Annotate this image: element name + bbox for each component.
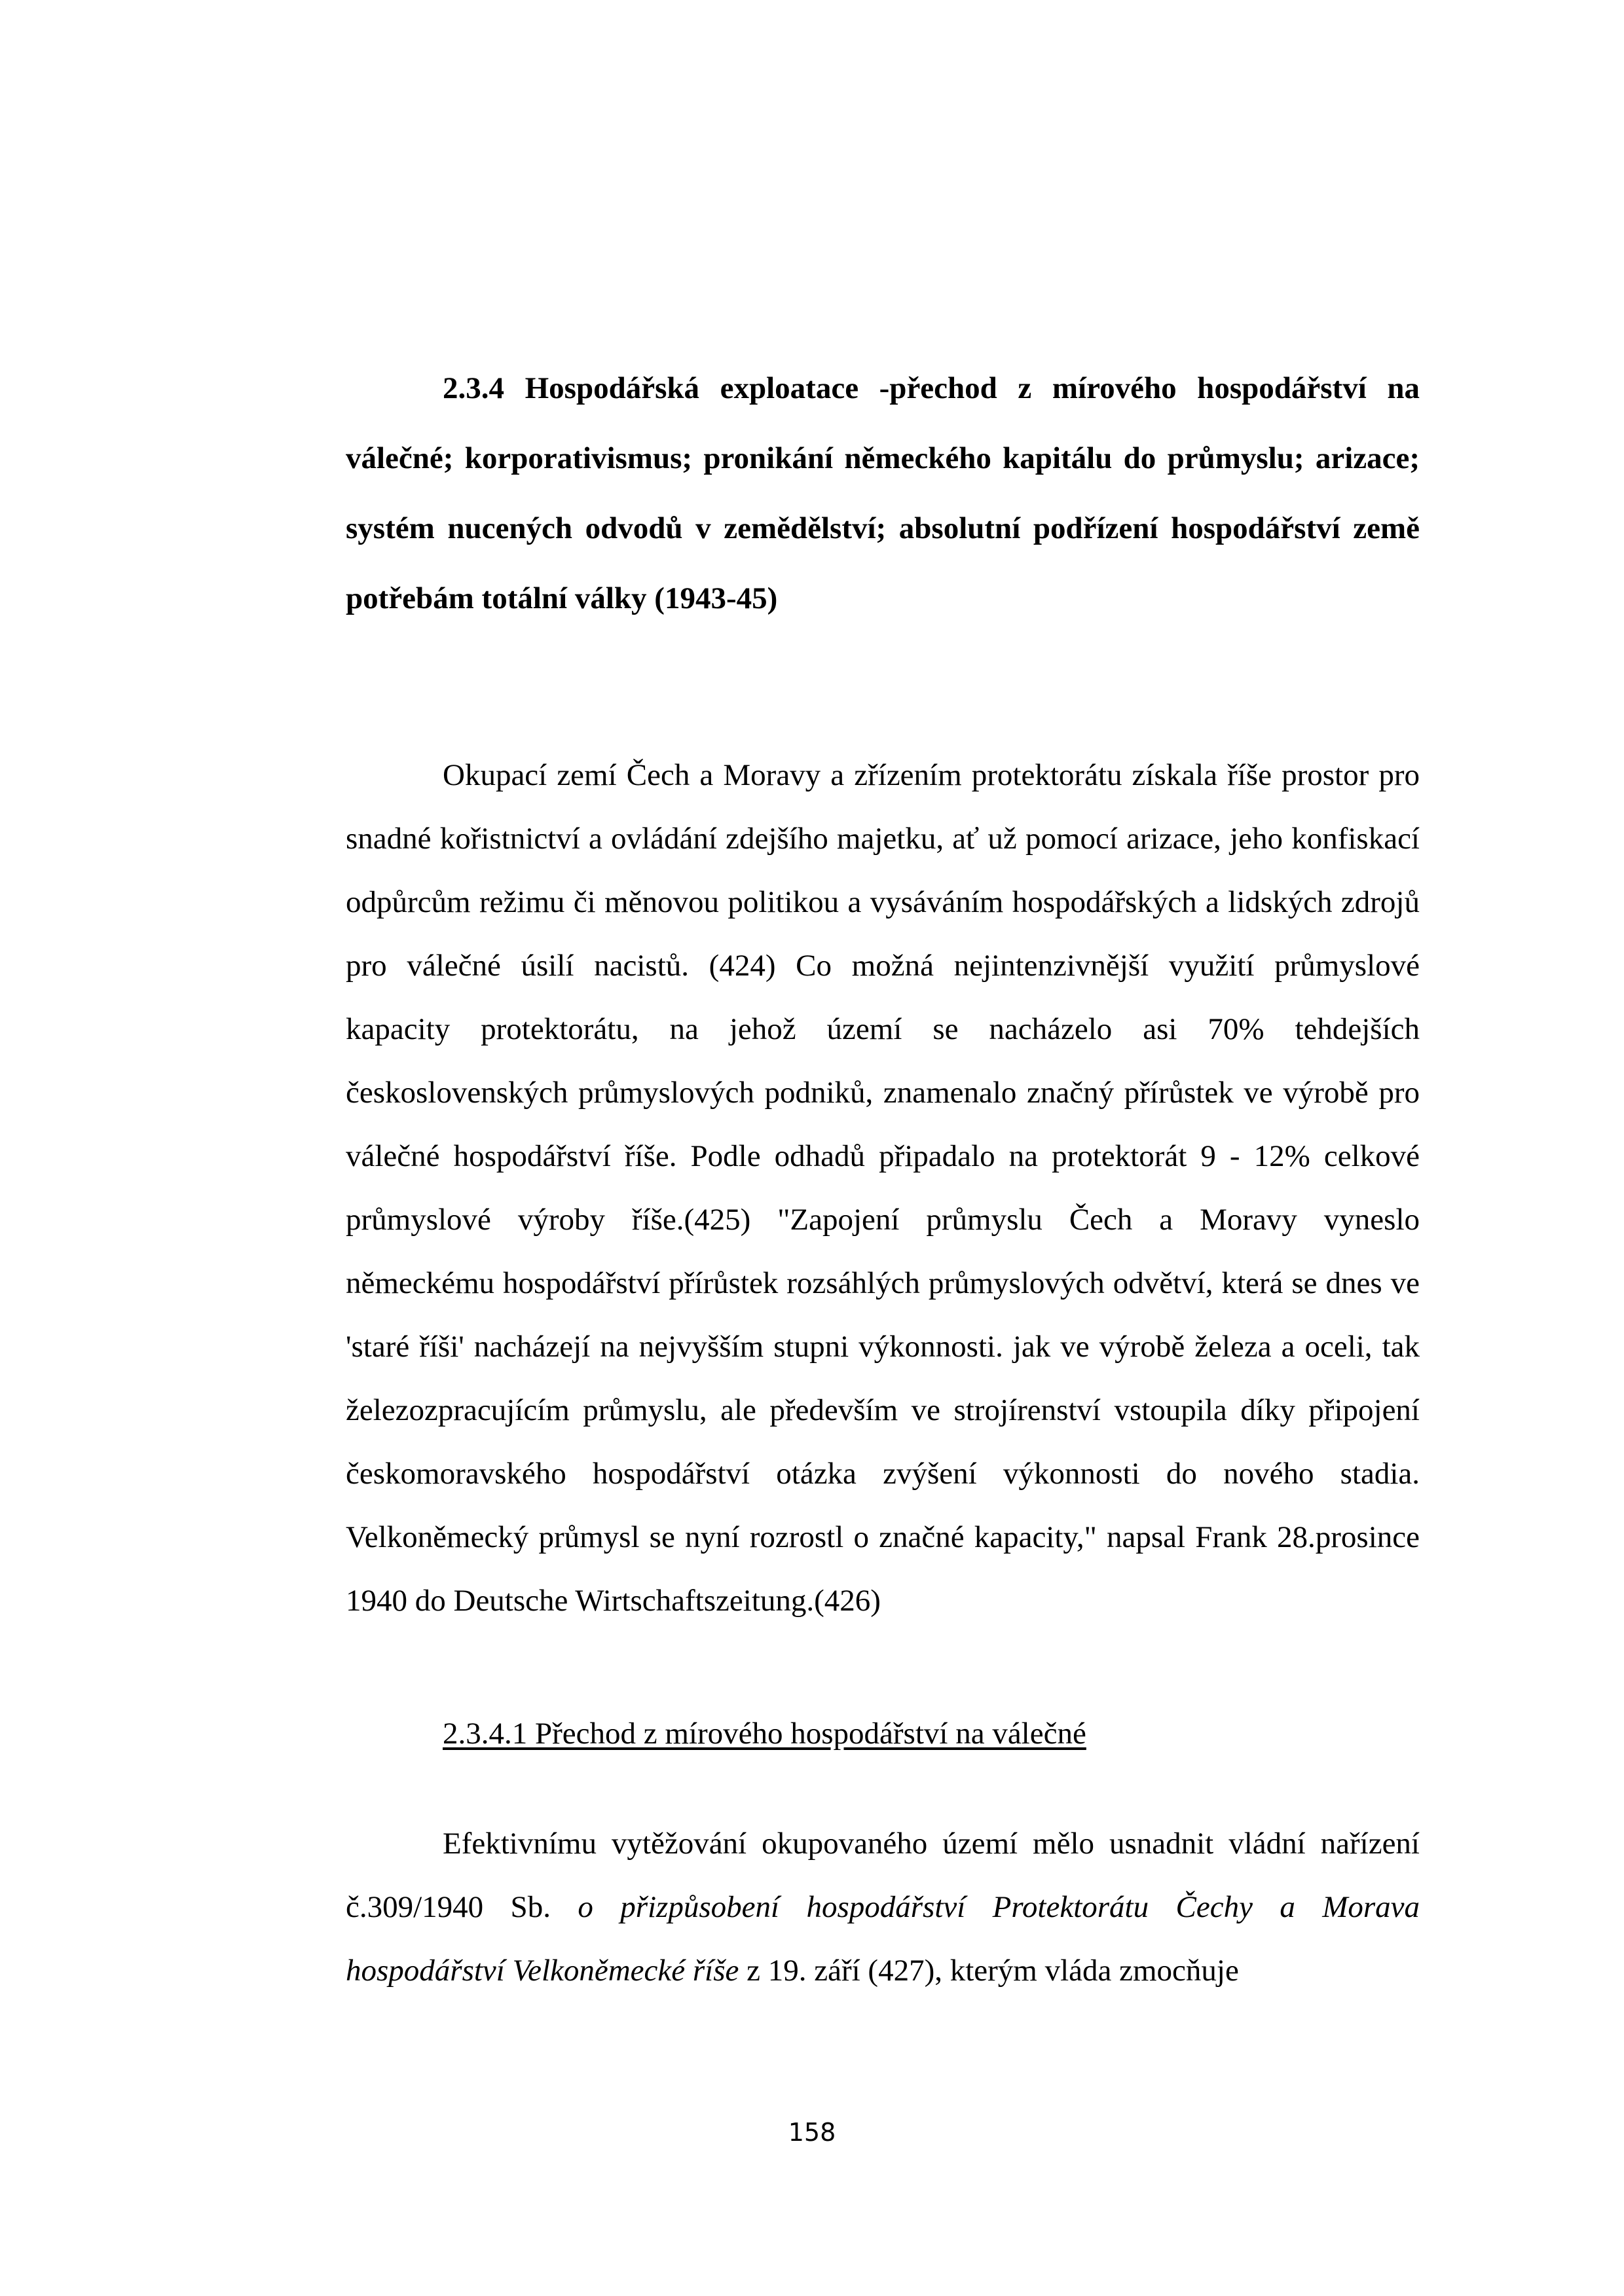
subsection-heading: 2.3.4.1 Přechod z mírového hospodářství na válečné — [443, 1717, 1086, 1751]
paragraph-2-tail-text: z 19. září (427), kterým vláda zmocňuje — [739, 1954, 1239, 1988]
page-number: 158 — [788, 2118, 836, 2147]
paragraph-2-lead-text: Efektivnímu vytěžování okupovaného území mělo usnadnit vládní nařízení č.309/1940 Sb. — [346, 1827, 1420, 1924]
paragraph-2-regulation-title: o přizpůsobení hospodářství Protektorátu Čechy a Morava hospodářství Velkoněmecké říše — [346, 1890, 1420, 1988]
body-paragraph-2 — [346, 1812, 1420, 2003]
body-paragraph-1: Okupací zemí Čech a Moravy a zřízením protektorátu získala říše prostor pro snadné kořistnictví a ovládání zdejšího majetku, ať už pomocí arizace, jeho konfiskací odpůrcům režimu či měnovou politikou a vysáváním hospodářských a lidských zdrojů pro válečné úsilí nacistů. (424) Co možná nejintenzivnější využití průmyslové kapacity protektorátu, na jehož území se nacházelo asi 70% tehdejších československých průmyslových podniků, znamenalo značný přírůstek ve výrobě pro válečné hospodářství říše. Podle odhadů připadalo na protektorát 9 - 12% celkové průmyslové výroby říše.(425) "Zapojení průmyslu Čech a Moravy vyneslo německému hospodářství přírůstek rozsáhlých průmyslových odvětví, která se dnes ve 'staré říši' nacházejí na nejvyšším stupni výkonnosti. jak ve výrobě železa a oceli, tak železozpracujícím průmyslu, ale především ve strojírenství vstoupila díky připojení českomoravského hospodářství otázka zvýšení výkonnosti do nového stadia. Velkoněmecký průmysl se nyní rozrostl o značné kapacity," napsal Frank 28.prosince 1940 do Deutsche Wirtschaftszeitung.(426) — [346, 758, 1420, 1618]
section-heading: 2.3.4 Hospodářská exploatace -přechod z mírového hospodářství na válečné; korporativismus; pronikání německého kapitálu do průmyslu; arizace; systém nucených odvodů v zemědělství; absolutní podřízení hospodářství země potřebám totální války (1943-45) — [346, 371, 1420, 615]
